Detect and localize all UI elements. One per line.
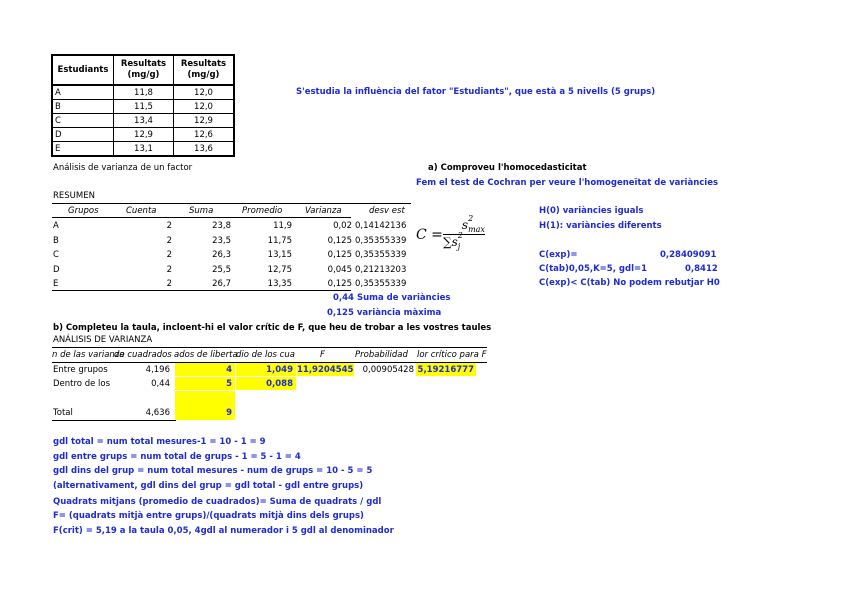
h0-text: H(0) variàncies iguals bbox=[539, 206, 644, 216]
anova-bottom-rule bbox=[52, 420, 176, 421]
section-b-title: b) Completeu la taula, incloent-hi el valor crític de F, que heu de trobar a les vostres taules bbox=[53, 323, 492, 333]
data-table bbox=[51, 54, 235, 157]
resumen-variance: 0,125 bbox=[327, 279, 352, 289]
resumen-group: B bbox=[53, 235, 59, 246]
anova-header-prob: Probabilidad bbox=[355, 350, 408, 360]
anova-f: 11,9204545 bbox=[297, 365, 354, 375]
anova-title: Análisis de varianza de un factor bbox=[53, 163, 193, 173]
header-estudiants: Estudiants bbox=[52, 55, 114, 85]
value-cell: 12,9 bbox=[114, 128, 174, 142]
resumen-mean: 11,75 bbox=[267, 235, 292, 246]
anova-header-ss: de cuadrados bbox=[114, 350, 172, 360]
resumen-variance: 0,02 bbox=[333, 221, 352, 231]
value-cell: 11,8 bbox=[114, 85, 174, 100]
resumen-count: 2 bbox=[166, 235, 172, 246]
table-row bbox=[52, 142, 234, 157]
anova-fcrit: 5,19216777 bbox=[417, 365, 474, 375]
note-line: Quadrats mitjans (promedio de cuadrados)= Suma de quadrats / gdl bbox=[53, 497, 382, 507]
anova-df: 4 bbox=[226, 365, 232, 375]
anova-df: 5 bbox=[226, 379, 232, 389]
resumen-mean: 12,75 bbox=[267, 264, 292, 275]
resumen-header-suma: Suma bbox=[189, 206, 214, 216]
resumen-group: A bbox=[53, 221, 59, 231]
value-cell: 13,1 bbox=[114, 142, 174, 157]
table-row bbox=[52, 100, 234, 114]
resumen-mean: 13,35 bbox=[267, 279, 292, 289]
resumen-mean: 13,15 bbox=[267, 250, 292, 260]
conclusion-text: C(exp)< C(tab) No podem rebutjar H0 bbox=[539, 278, 720, 288]
max-variance: 0,125 variància màxima bbox=[327, 308, 442, 318]
value-cell: 12,0 bbox=[174, 100, 235, 114]
resumen-sum: 26,3 bbox=[212, 250, 231, 260]
anova-top-rule bbox=[52, 347, 487, 348]
anova-header-df: ados de liberta bbox=[174, 350, 238, 360]
group-cell: A bbox=[52, 85, 114, 100]
group-cell: C bbox=[52, 114, 114, 128]
sum-variance: 0,44 Suma de variàncies bbox=[333, 293, 451, 303]
resumen-header-cuenta: Cuenta bbox=[126, 206, 157, 216]
anova-header-fcrit: lor crítico para F bbox=[417, 350, 487, 360]
ctab-label: C(tab)0,05,K=5, gdl=1 bbox=[539, 264, 648, 274]
resumen-group: C bbox=[53, 250, 59, 260]
value-cell: 13,4 bbox=[114, 114, 174, 128]
group-cell: E bbox=[52, 142, 114, 157]
resumen-group: D bbox=[53, 264, 60, 275]
note-line: gdl entre grups = num total de grups - 1 = 5 - 1 = 4 bbox=[53, 452, 301, 462]
header-resultats-2: Resultats (mg/g) bbox=[174, 55, 235, 85]
anova-header-f: F bbox=[320, 350, 325, 360]
anova-ss: 4,636 bbox=[145, 408, 170, 418]
anova-row-label: Total bbox=[53, 408, 73, 418]
note-line: gdl dins del grup = num total mesures - num de grups = 10 - 5 = 5 bbox=[53, 466, 373, 476]
anova-df: 9 bbox=[226, 408, 232, 418]
resumen-header-rule bbox=[52, 217, 351, 218]
resumen-count: 2 bbox=[166, 221, 172, 231]
note-line: F(crit) = 5,19 a la taula 0,05, 4gdl al numerador i 5 gdl al denominador bbox=[53, 526, 394, 536]
resumen-count: 2 bbox=[166, 264, 172, 275]
resumen-header-grupos: Grupos bbox=[68, 206, 99, 216]
value-cell: 12,6 bbox=[174, 128, 235, 142]
value-cell: 12,9 bbox=[174, 114, 235, 128]
resumen-sd: 0,35355339 bbox=[355, 250, 407, 260]
resumen-top-rule bbox=[52, 203, 411, 204]
cexp-value: 0,28409091 bbox=[660, 250, 717, 260]
anova-row-label: Dentro de los bbox=[53, 379, 111, 389]
ctab-value: 0,8412 bbox=[685, 264, 718, 274]
resumen-title: RESUMEN bbox=[53, 191, 95, 201]
anova-p: 0,00905428 bbox=[362, 365, 414, 375]
resumen-sd: 0,35355339 bbox=[355, 235, 407, 246]
table-row bbox=[52, 128, 234, 142]
section-a-title: a) Comproveu l'homocedasticitat bbox=[428, 163, 587, 173]
note-line: F= (quadrats mitjà entre grups)/(quadrats mitjà dins dels grups) bbox=[53, 511, 364, 521]
section-a-subtitle: Fem el test de Cochran per veure l'homogeneïtat de variàncies bbox=[416, 178, 719, 188]
resumen-mean: 11,9 bbox=[273, 221, 292, 231]
group-cell: D bbox=[52, 128, 114, 142]
anova-ms: 0,088 bbox=[266, 379, 293, 389]
anova-header-ms: dio de los cua bbox=[236, 350, 295, 360]
table-row bbox=[52, 85, 234, 100]
resumen-sum: 25,5 bbox=[212, 264, 231, 275]
cexp-label: C(exp)= bbox=[539, 250, 578, 260]
resumen-sd: 0,35355339 bbox=[355, 279, 407, 289]
resumen-count: 2 bbox=[166, 279, 172, 289]
anova-ss: 4,196 bbox=[145, 365, 170, 375]
resumen-variance: 0,125 bbox=[327, 250, 352, 260]
resumen-header-promedio: Promedio bbox=[242, 206, 283, 216]
resumen-sd: 0,14142136 bbox=[355, 221, 407, 231]
header-resultats-1: Resultats (mg/g) bbox=[114, 55, 174, 85]
group-cell: B bbox=[52, 100, 114, 114]
value-cell: 12,0 bbox=[174, 85, 235, 100]
resumen-header-desv-est: desv est bbox=[369, 206, 405, 216]
resumen-count: 2 bbox=[166, 250, 172, 260]
resumen-sum: 23,8 bbox=[212, 221, 231, 231]
note-line: (alternativament, gdl dins del grup = gdl total - gdl entre grups) bbox=[53, 481, 364, 491]
intro-text: S'estudia la influència del fator "Estudiants", que està a 5 nivells (5 grups) bbox=[296, 87, 656, 97]
h1-text: H(1): variàncies diferents bbox=[539, 221, 662, 231]
resumen-sum: 23,5 bbox=[212, 235, 231, 246]
anova-ss: 0,44 bbox=[151, 379, 170, 389]
table-row bbox=[52, 114, 234, 128]
anova-ms: 1,049 bbox=[266, 365, 293, 375]
resumen-sd: 0,21213203 bbox=[355, 264, 407, 275]
value-cell: 11,5 bbox=[114, 100, 174, 114]
resumen-header-varianza: Varianza bbox=[305, 206, 342, 216]
anova-label: ANÁLISIS DE VARIANZA bbox=[53, 335, 153, 345]
resumen-bottom-rule bbox=[52, 290, 351, 291]
value-cell: 13,6 bbox=[174, 142, 235, 157]
resumen-variance: 0,125 bbox=[327, 235, 352, 246]
resumen-sum: 26,7 bbox=[212, 279, 231, 289]
resumen-variance: 0,045 bbox=[327, 264, 352, 275]
note-line: gdl total = num total mesures-1 = 10 - 1 = 9 bbox=[53, 437, 266, 447]
resumen-group: E bbox=[53, 279, 59, 289]
anova-header-source: n de las varianza bbox=[52, 350, 125, 360]
anova-row-label: Entre grupos bbox=[53, 365, 108, 375]
